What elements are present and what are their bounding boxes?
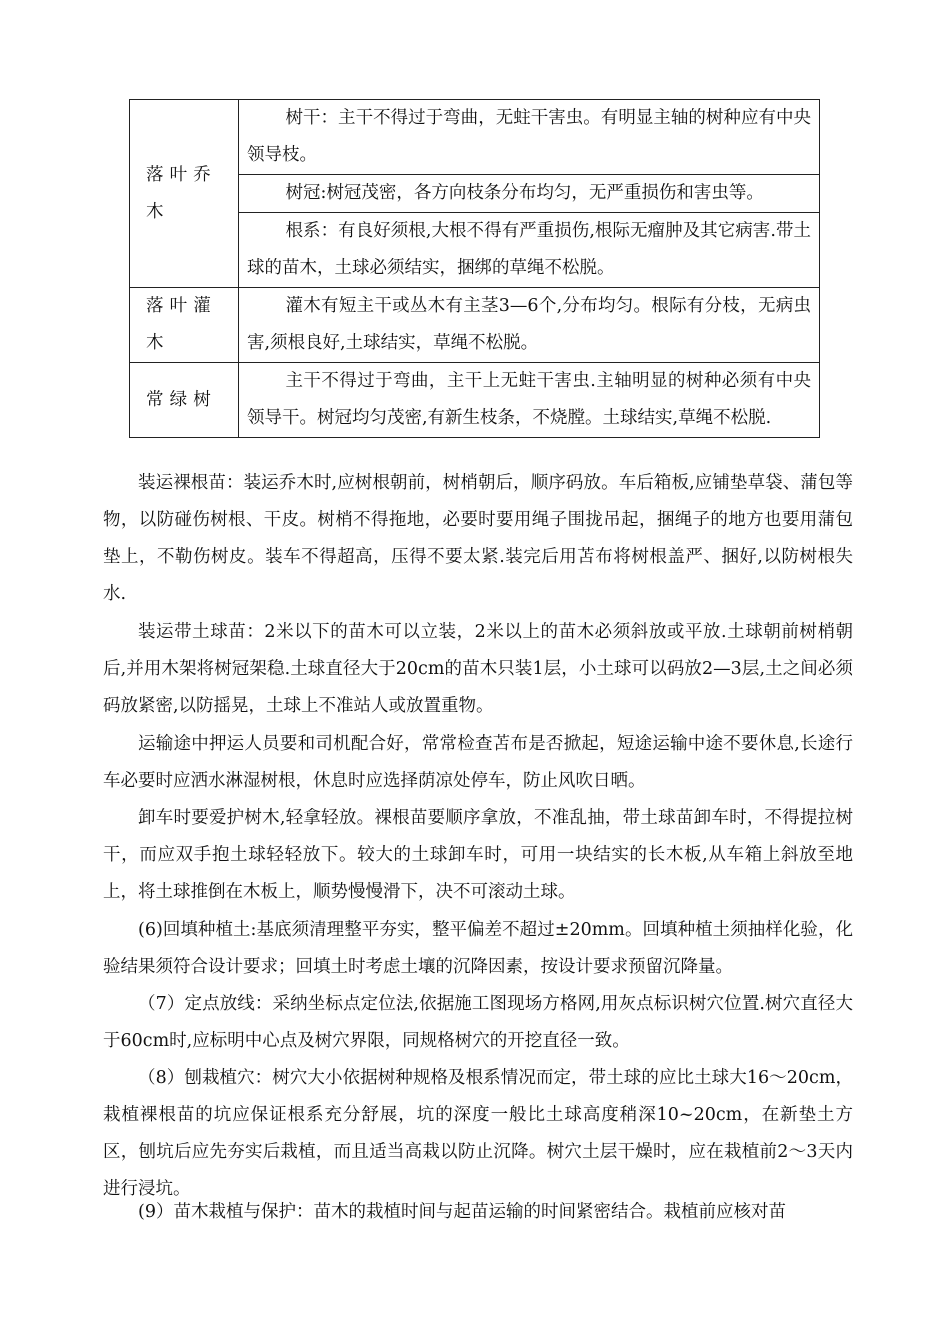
seedling-quality-table: [129, 99, 820, 438]
paragraph-root-ball-transport: 装运带土球苗：2米以下的苗木可以立装，2米以上的苗木必须斜放或平放.土球朝前树梢朝后,并用木架将树冠架稳.土球直径大于20cm的苗木只装1层，小土球可以码放2—3层,土之间必须码放紧密,以防摇晃，土球上不准站人或放置重物。: [103, 622, 853, 716]
requirement-cell: 树干：主干不得过于弯曲，无蛀干害虫。有明显主轴的树种应有中央领导枝。: [239, 100, 820, 175]
category-cell: 落叶乔木: [130, 100, 239, 288]
requirement-cell: 主干不得过于弯曲，主干上无蛀干害虫.主轴明显的树种必须有中央领导干。树冠均匀茂密,有新生枝条，不烧膛。土球结实,草绳不松脱.: [239, 363, 820, 438]
table-row: [130, 288, 820, 363]
requirement-cell: 根系：有良好须根,大根不得有严重损伤,根际无瘤肿及其它病害.带土球的苗木，土球必须结实，捆绑的草绳不松脱。: [239, 213, 820, 288]
paragraph-planting-protection: (9）苗木栽植与保护：苗木的栽植时间与起苗运输的时间紧密结合。栽植前应核对苗: [138, 1202, 786, 1222]
table-row: [130, 363, 820, 438]
paragraph-transport-escort: 运输途中押运人员要和司机配合好，常常检查苫布是否掀起，短途运输中途不要休息,长途行车必要时应洒水淋湿树根，休息时应选择荫凉处停车，防止风吹日晒。: [103, 734, 853, 791]
requirement-cell: 灌木有短主干或丛木有主茎3—6个,分布均匀。根际有分枝，无病虫害,须根良好,土球结实，草绳不松脱。: [239, 288, 820, 363]
paragraph-unloading: 卸车时要爱护树木,轻拿轻放。裸根苗要顺序拿放，不准乱抽，带土球苗卸车时，不得提拉树干，而应双手抱土球轻轻放下。较大的土球卸车时，可用一块结实的长木板,从车箱上斜放至地上，将土球推倒在木板上，顺势慢慢滑下，决不可滚动土球。: [103, 808, 853, 902]
table-row: [130, 100, 820, 175]
category-cell: 常绿树: [130, 363, 239, 438]
paragraph-staking-out: （7）定点放线：采纳坐标点定位法,依据施工图现场方格网,用灰点标识树穴位置.树穴直径大于60cm时,应标明中心点及树穴界限，同规格树穴的开挖直径一致。: [103, 994, 853, 1051]
paragraph-backfill-soil: (6)回填种植土:基底须清理整平夯实，整平偏差不超过±20mm。回填种植土须抽样化验，化验结果须符合设计要求；回填土时考虑土壤的沉降因素，按设计要求预留沉降量。: [103, 920, 853, 977]
paragraph-planting-pits: （8）刨栽植穴：树穴大小依据树种规格及根系情况而定，带土球的应比土球大16～20cm，栽植裸根苗的坑应保证根系充分舒展，坑的深度一般比土球高度稍深10~20cm，在新垫土方区，刨坑后应先夯实后栽植，而且适当高栽以防止沉降。树穴土层干燥时，应在栽植前2～3天内进行浸坑。: [103, 1068, 853, 1199]
paragraph-bare-root-transport: 装运裸根苗：装运乔木时,应树根朝前，树梢朝后，顺序码放。车后箱板,应铺垫草袋、蒲包等物，以防碰伤树根、干皮。树梢不得拖地，必要时要用绳子围拢吊起，捆绳子的地方也要用蒲包垫上，不勒伤树皮。装车不得超高，压得不要太紧.装完后用苫布将树根盖严、捆好,以防树根失水.: [103, 473, 853, 604]
category-cell: 落叶灌木: [130, 288, 239, 363]
requirement-cell: 树冠:树冠茂密，各方向枝条分布均匀，无严重损伤和害虫等。: [239, 175, 820, 213]
